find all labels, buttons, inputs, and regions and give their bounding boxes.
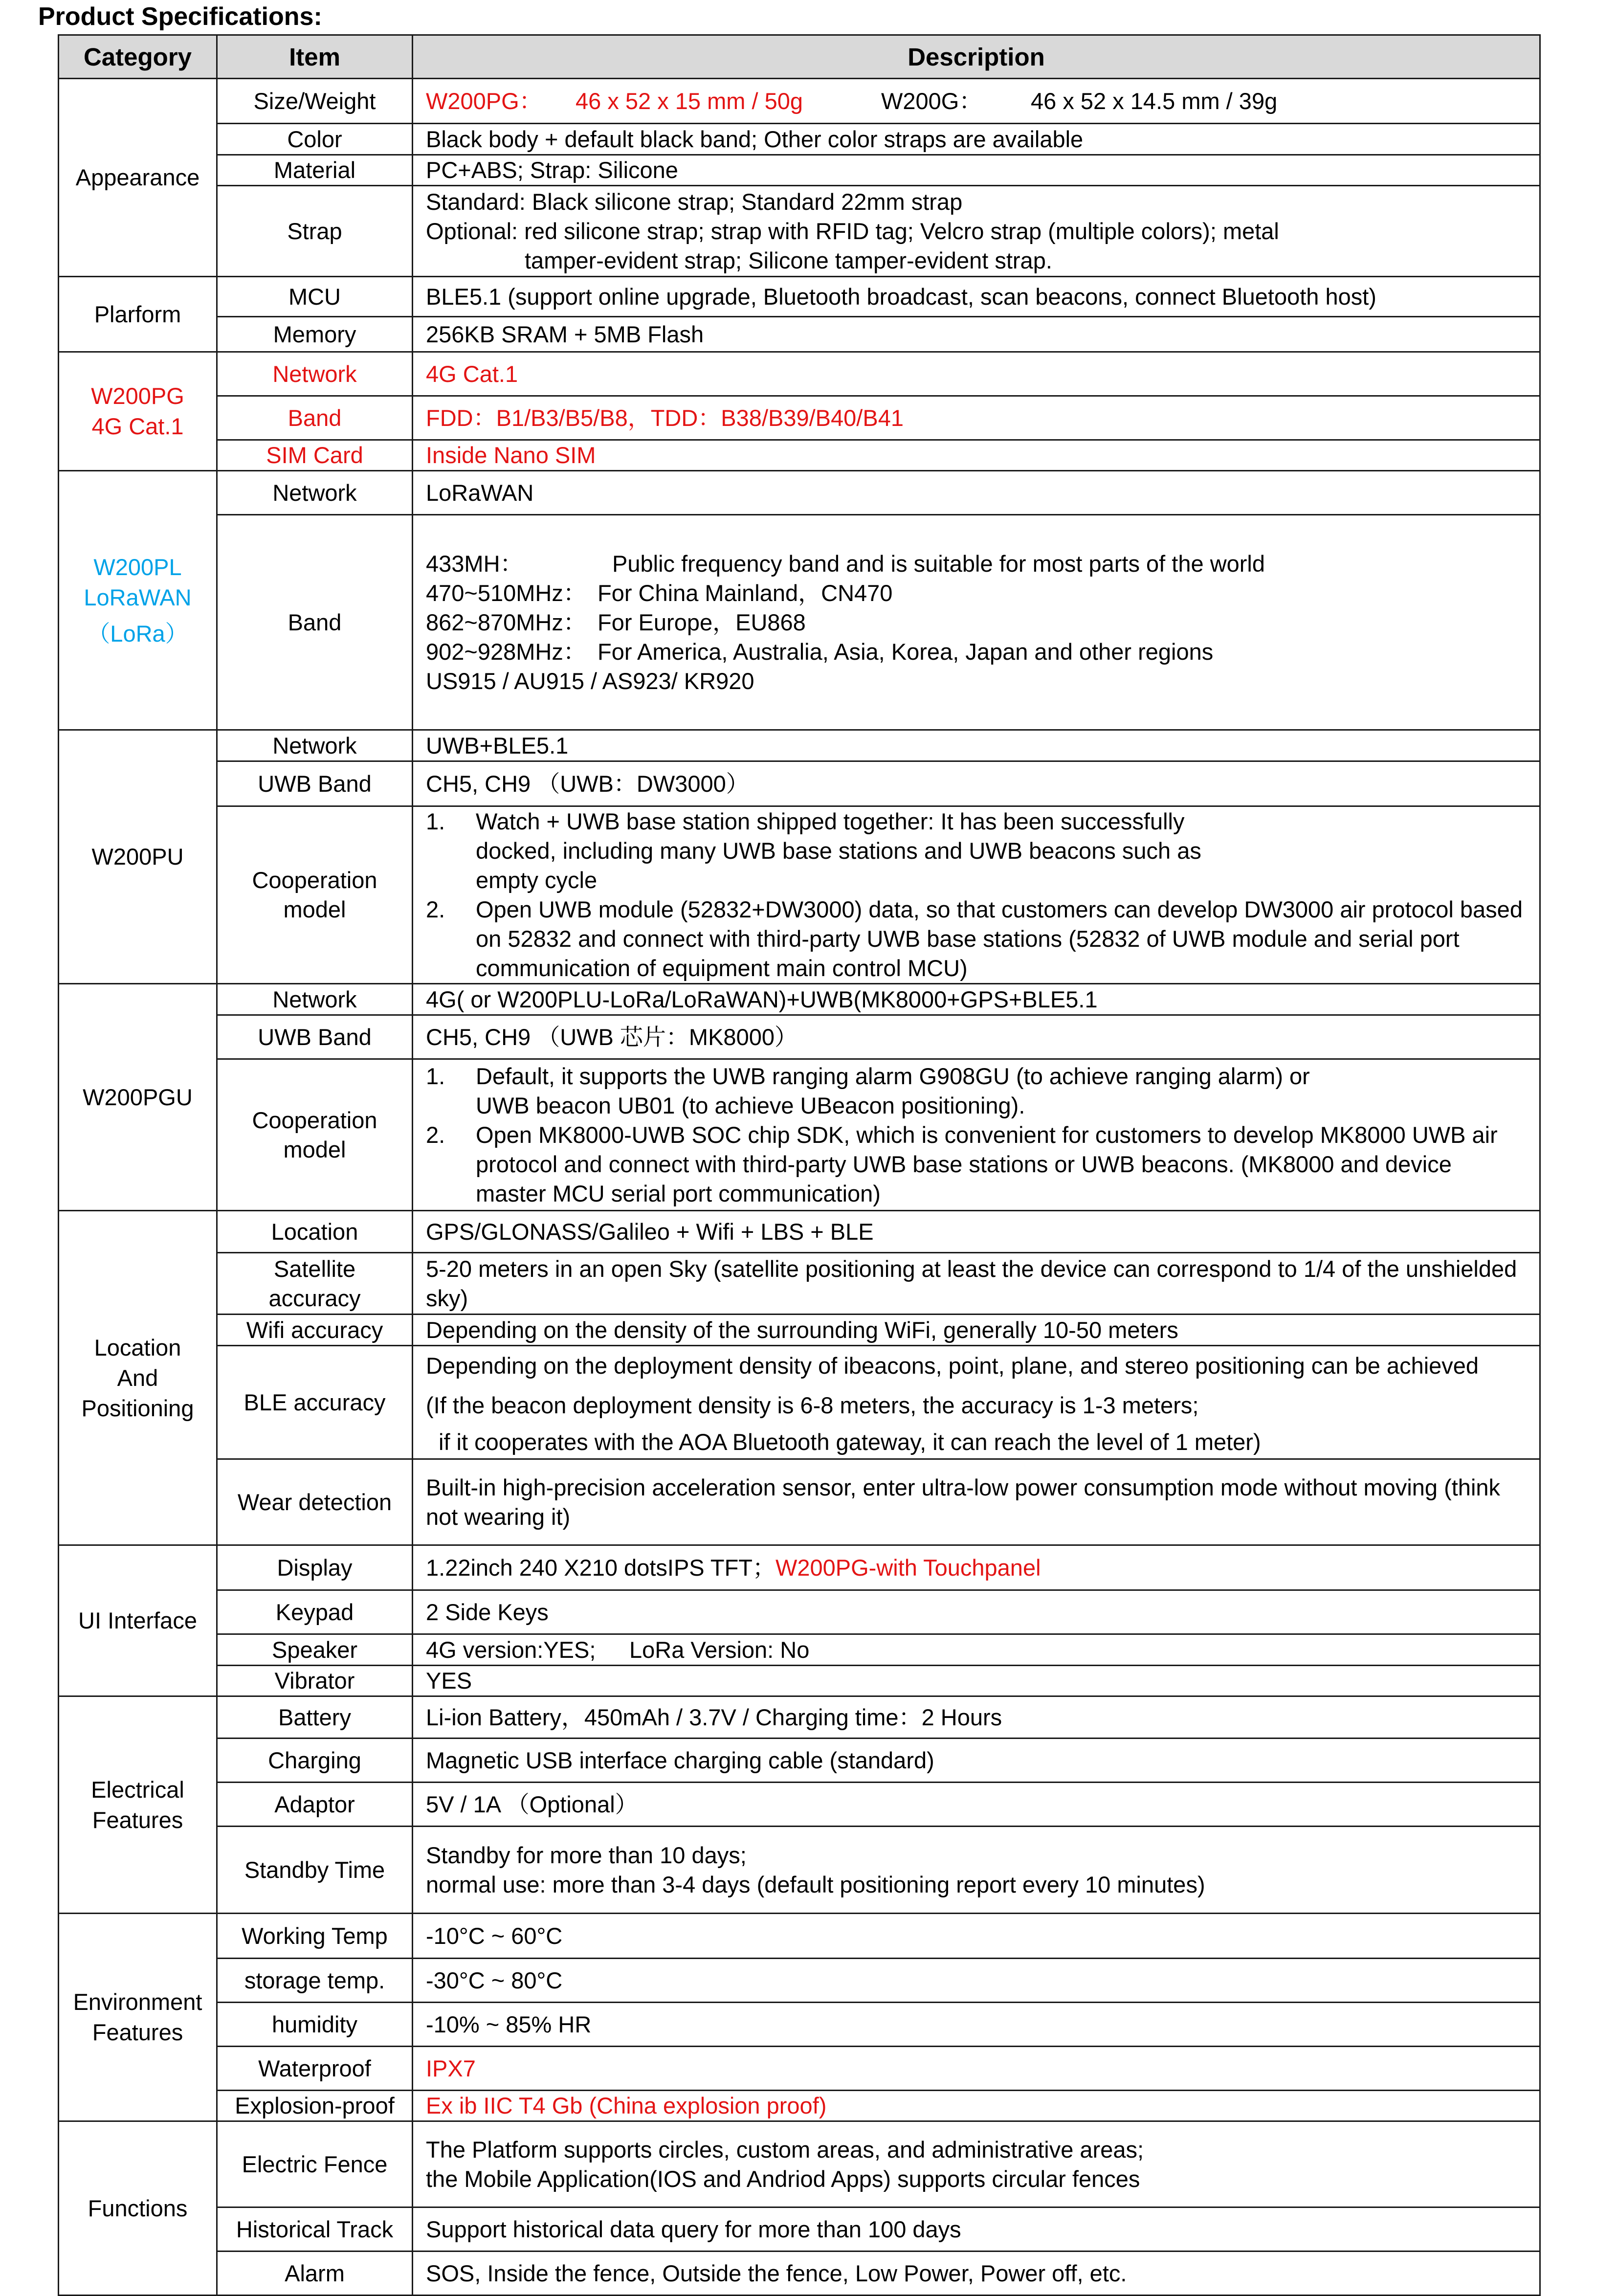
category-platform: Plarform [59, 277, 217, 352]
item-standby: Standby Time [217, 1827, 413, 1914]
item-band-lora: Band [217, 515, 413, 730]
table-row [59, 471, 1540, 515]
table-row [59, 2207, 1540, 2251]
desc-color: Black body + default black band; Other color straps are available [413, 124, 1540, 155]
desc-band-4g: FDD：B1/B3/B5/B8，TDD：B38/B39/B40/B41 [413, 396, 1540, 440]
item-ble: BLE accuracy [217, 1346, 413, 1459]
item-alarm: Alarm [217, 2251, 413, 2296]
desc-ble [413, 1346, 1540, 1459]
ble-line: Depending on the deployment density of ibeacons, point, plane, and stereo positioning can be achieved [426, 1352, 1479, 1379]
item-keypad: Keypad [217, 1590, 413, 1634]
size-g-label: W200G： [881, 88, 982, 114]
item-speaker: Speaker [217, 1634, 413, 1666]
table-row [59, 2047, 1540, 2091]
strap-line: Standard: Black silicone strap; Standard 22mm strap [426, 188, 963, 215]
desc-coop-pu [413, 806, 1540, 984]
band-freq: 862~870MHz： [426, 609, 586, 635]
category-ui: UI Interface [59, 1545, 217, 1696]
item-band-4g: Band [217, 396, 413, 440]
category-w200pgu: W200PGU [59, 984, 217, 1211]
item-coop-pgu-line1: Cooperation [252, 1107, 377, 1133]
display-touchpanel: W200PG-with Touchpanel [775, 1554, 1041, 1581]
table-row [59, 2251, 1540, 2296]
desc-alarm: SOS, Inside the fence, Outside the fence, Low Power, Power off, etc. [413, 2251, 1540, 2296]
desc-coop-pgu [413, 1059, 1540, 1211]
category-w200pu: W200PU [59, 730, 217, 984]
table-row [59, 2091, 1540, 2121]
spec-table [58, 34, 1541, 2296]
desc-sim-card: Inside Nano SIM [413, 440, 1540, 471]
speaker-lora: LoRa Version: No [629, 1636, 810, 1663]
category-environment-line1: Environment [73, 1989, 202, 2015]
display-spec: 1.22inch 240 X210 dotsIPS TFT； [426, 1554, 775, 1581]
table-row [59, 186, 1540, 277]
desc-standby [413, 1827, 1540, 1914]
list-number: 1. [426, 1063, 445, 1089]
desc-working-temp: -10°C ~ 60°C [413, 1914, 1540, 1959]
category-electrical [59, 1696, 217, 1914]
desc-wifi: Depending on the density of the surrounding WiFi, generally 10-50 meters [413, 1315, 1540, 1346]
item-electric-fence: Electric Fence [217, 2121, 413, 2207]
item-sim-card: SIM Card [217, 440, 413, 471]
item-explosion-proof: Explosion-proof [217, 2091, 413, 2121]
table-row [59, 277, 1540, 317]
desc-size-weight [413, 79, 1540, 124]
desc-speaker [413, 1634, 1540, 1666]
item-satellite-line2: accuracy [268, 1285, 361, 1311]
table-row [59, 1634, 1540, 1666]
fence-line: the Mobile Application(IOS and Andriod Apps) supports circular fences [426, 2165, 1140, 2192]
table-row [59, 1253, 1540, 1315]
desc-adaptor: 5V / 1A （Optional） [413, 1783, 1540, 1827]
category-w200pl-line2: LoRaWAN [84, 584, 192, 610]
category-electrical-line2: Features [92, 1806, 183, 1833]
category-w200pl-line3: （LoRa） [87, 620, 188, 646]
table-row [59, 1590, 1540, 1634]
wear-line: Built-in high-precision acceleration sensor, enter ultra-low power consumption mode without moving (think [426, 1474, 1501, 1500]
size-pg-value: 46 x 52 x 15 mm / 50g [576, 88, 803, 114]
strap-line: Optional: red silicone strap; strap with RFID tag; Velcro strap (multiple colors); metal [426, 218, 1279, 244]
list-item [426, 895, 1527, 983]
table-row [59, 1015, 1540, 1059]
table-row [59, 730, 1540, 761]
item-coop-pu-line2: model [283, 896, 346, 922]
header-category: Category [59, 35, 217, 79]
strap-line: tamper-evident strap; Silicone tamper-evident strap. [525, 247, 1052, 273]
band-freq: 902~928MHz： [426, 638, 586, 665]
desc-satellite: 5-20 meters in an open Sky (satellite positioning at least the device can correspond to 1/4 of the unshielded sky) [413, 1253, 1540, 1315]
item-adaptor: Adaptor [217, 1783, 413, 1827]
band-text: For America, Australia, Asia, Korea, Japan and other regions [598, 638, 1214, 665]
band-freq: 470~510MHz： [426, 580, 586, 606]
desc-storage-temp: -30°C ~ 80°C [413, 1959, 1540, 2003]
table-row [59, 761, 1540, 806]
desc-uwb-band-pu: CH5, CH9 （UWB：DW3000） [413, 761, 1540, 806]
table-row [59, 515, 1540, 730]
table-row [59, 1545, 1540, 1590]
desc-network-pgu: 4G( or W200PLU-LoRa/LoRaWAN)+UWB(MK8000+GPS+BLE5.1 [413, 984, 1540, 1015]
table-row [59, 2003, 1540, 2047]
table-row [59, 317, 1540, 352]
table-row [59, 1783, 1540, 1827]
size-pg-label: W200PG： [426, 88, 542, 114]
table-row [59, 1459, 1540, 1545]
category-location-line3: Positioning [81, 1395, 194, 1421]
category-appearance: Appearance [59, 79, 217, 277]
table-row [59, 1959, 1540, 2003]
item-network-pgu: Network [217, 984, 413, 1015]
list-item [426, 807, 1527, 895]
desc-network-4g: 4G Cat.1 [413, 352, 1540, 396]
fence-line: The Platform supports circles, custom areas, and administrative areas; [426, 2136, 1144, 2162]
item-network-lora: Network [217, 471, 413, 515]
table-row [59, 1914, 1540, 1959]
header-item: Item [217, 35, 413, 79]
item-waterproof: Waterproof [217, 2047, 413, 2091]
table-row [59, 155, 1540, 186]
table-row [59, 79, 1540, 124]
item-memory: Memory [217, 317, 413, 352]
item-vibrator: Vibrator [217, 1666, 413, 1696]
desc-memory: 256KB SRAM + 5MB Flash [413, 317, 1540, 352]
header-row [59, 35, 1540, 79]
category-location-line2: And [117, 1364, 158, 1391]
category-w200pg-line2: 4G Cat.1 [91, 413, 184, 439]
table-row [59, 1827, 1540, 1914]
desc-electric-fence [413, 2121, 1540, 2207]
item-historical-track: Historical Track [217, 2207, 413, 2251]
band-text: For China Mainland，CN470 [598, 580, 893, 606]
list-text: Open MK8000-UWB SOC chip SDK, which is convenient for customers to develop MK8000 UWB air protocol and connect with third-party UWB base stations or UWB beacons. (MK8000 and device master MCU serial port communication) [476, 1121, 1498, 1206]
table-row [59, 1739, 1540, 1783]
desc-wear-detection [413, 1459, 1540, 1545]
table-row [59, 1696, 1540, 1739]
speaker-4g: 4G version:YES; [426, 1636, 596, 1663]
band-entry [426, 608, 1527, 637]
item-wear-detection: Wear detection [217, 1459, 413, 1545]
item-coop-pgu [217, 1059, 413, 1211]
band-freq: 433MH： [426, 550, 523, 577]
item-coop-pu [217, 806, 413, 984]
list-number: 2. [426, 896, 445, 922]
desc-waterproof: IPX7 [413, 2047, 1540, 2091]
item-working-temp: Working Temp [217, 1914, 413, 1959]
category-functions: Functions [59, 2121, 217, 2296]
desc-battery: Li-ion Battery，450mAh / 3.7V / Charging time：2 Hours [413, 1696, 1540, 1739]
item-network-pu: Network [217, 730, 413, 761]
table-row [59, 440, 1540, 471]
item-coop-pu-line1: Cooperation [252, 867, 377, 893]
item-strap: Strap [217, 186, 413, 277]
desc-explosion-proof: Ex ib IIC T4 Gb (China explosion proof) [413, 2091, 1540, 2121]
ble-line: (If the beacon deployment density is 6-8 meters, the accuracy is 1-3 meters; [426, 1392, 1199, 1418]
list-text: Open UWB module (52832+DW3000) data, so that customers can develop DW3000 air protocol based on 52832 and connect with third-party UWB base stations (52832 of UWB module and serial port communication of equipment main control MCU) [476, 896, 1523, 981]
size-g-value: 46 x 52 x 14.5 mm / 39g [1031, 88, 1278, 114]
standby-line: normal use: more than 3-4 days (default positioning report every 10 minutes) [426, 1871, 1205, 1897]
band-extra: US915 / AU915 / AS923/ KR920 [426, 668, 754, 694]
item-mcu: MCU [217, 277, 413, 317]
band-entry [426, 549, 1527, 579]
list-text: Default, it supports the UWB ranging alarm G908GU (to achieve ranging alarm) or UWB beacon UB01 (to achieve UBeacon positioning). [476, 1063, 1310, 1118]
standby-line: Standby for more than 10 days; [426, 1842, 747, 1868]
list-item [426, 1120, 1527, 1208]
category-environment-line2: Features [92, 2019, 183, 2045]
item-satellite [217, 1253, 413, 1315]
desc-humidity: -10% ~ 85% HR [413, 2003, 1540, 2047]
band-entry [426, 637, 1527, 667]
band-text: For Europe，EU868 [598, 609, 806, 635]
item-wifi: Wifi accuracy [217, 1315, 413, 1346]
desc-vibrator: YES [413, 1666, 1540, 1696]
category-electrical-line1: Electrical [91, 1776, 184, 1803]
band-text: Public frequency band and is suitable for most parts of the world [612, 550, 1265, 577]
table-row [59, 806, 1540, 984]
list-number: 1. [426, 808, 445, 834]
table-row [59, 1211, 1540, 1253]
desc-historical-track: Support historical data query for more than 100 days [413, 2207, 1540, 2251]
desc-uwb-band-pgu: CH5, CH9 （UWB 芯片：MK8000） [413, 1015, 1540, 1059]
item-coop-pgu-line2: model [283, 1136, 346, 1162]
category-w200pl [59, 471, 217, 730]
category-environment [59, 1914, 217, 2121]
table-row [59, 396, 1540, 440]
item-battery: Battery [217, 1696, 413, 1739]
ble-line: if it cooperates with the AOA Bluetooth gateway, it can reach the level of 1 meter) [439, 1428, 1261, 1455]
list-text: Watch + UWB base station shipped together: It has been successfully docked, including many UWB base stations and UWB beacons such as empty cycle [476, 808, 1201, 893]
table-row [59, 2121, 1540, 2207]
item-color: Color [217, 124, 413, 155]
item-charging: Charging [217, 1739, 413, 1783]
desc-network-lora: LoRaWAN [413, 471, 1540, 515]
table-row [59, 352, 1540, 396]
category-w200pg [59, 352, 217, 471]
desc-charging: Magnetic USB interface charging cable (standard) [413, 1739, 1540, 1783]
desc-strap [413, 186, 1540, 277]
item-uwb-band-pu: UWB Band [217, 761, 413, 806]
desc-band-lora [413, 515, 1540, 730]
desc-keypad: 2 Side Keys [413, 1590, 1540, 1634]
list-number: 2. [426, 1121, 445, 1148]
item-storage-temp: storage temp. [217, 1959, 413, 2003]
band-entry [426, 579, 1527, 608]
category-location [59, 1211, 217, 1545]
item-network-4g: Network [217, 352, 413, 396]
table-row [59, 1059, 1540, 1211]
category-w200pl-line1: W200PL [93, 554, 182, 580]
item-size-weight: Size/Weight [217, 79, 413, 124]
wear-line: not wearing it) [426, 1503, 571, 1530]
item-location: Location [217, 1211, 413, 1253]
table-row [59, 984, 1540, 1015]
desc-mcu: BLE5.1 (support online upgrade, Bluetooth broadcast, scan beacons, connect Bluetooth host) [413, 277, 1540, 317]
item-satellite-line1: Satellite [273, 1255, 356, 1282]
page-title: Product Specifications: [38, 2, 322, 31]
category-w200pg-line1: W200PG [91, 383, 184, 409]
item-uwb-band-pgu: UWB Band [217, 1015, 413, 1059]
table-row [59, 124, 1540, 155]
item-material: Material [217, 155, 413, 186]
category-location-line1: Location [94, 1334, 181, 1360]
item-humidity: humidity [217, 2003, 413, 2047]
header-description: Description [413, 35, 1540, 79]
table-row [59, 1315, 1540, 1346]
table-row [59, 1346, 1540, 1459]
desc-location: GPS/GLONASS/Galileo + Wifi + LBS + BLE [413, 1211, 1540, 1253]
desc-network-pu: UWB+BLE5.1 [413, 730, 1540, 761]
desc-material: PC+ABS; Strap: Silicone [413, 155, 1540, 186]
list-item [426, 1062, 1527, 1120]
table-row [59, 1666, 1540, 1696]
item-display: Display [217, 1545, 413, 1590]
desc-display [413, 1545, 1540, 1590]
